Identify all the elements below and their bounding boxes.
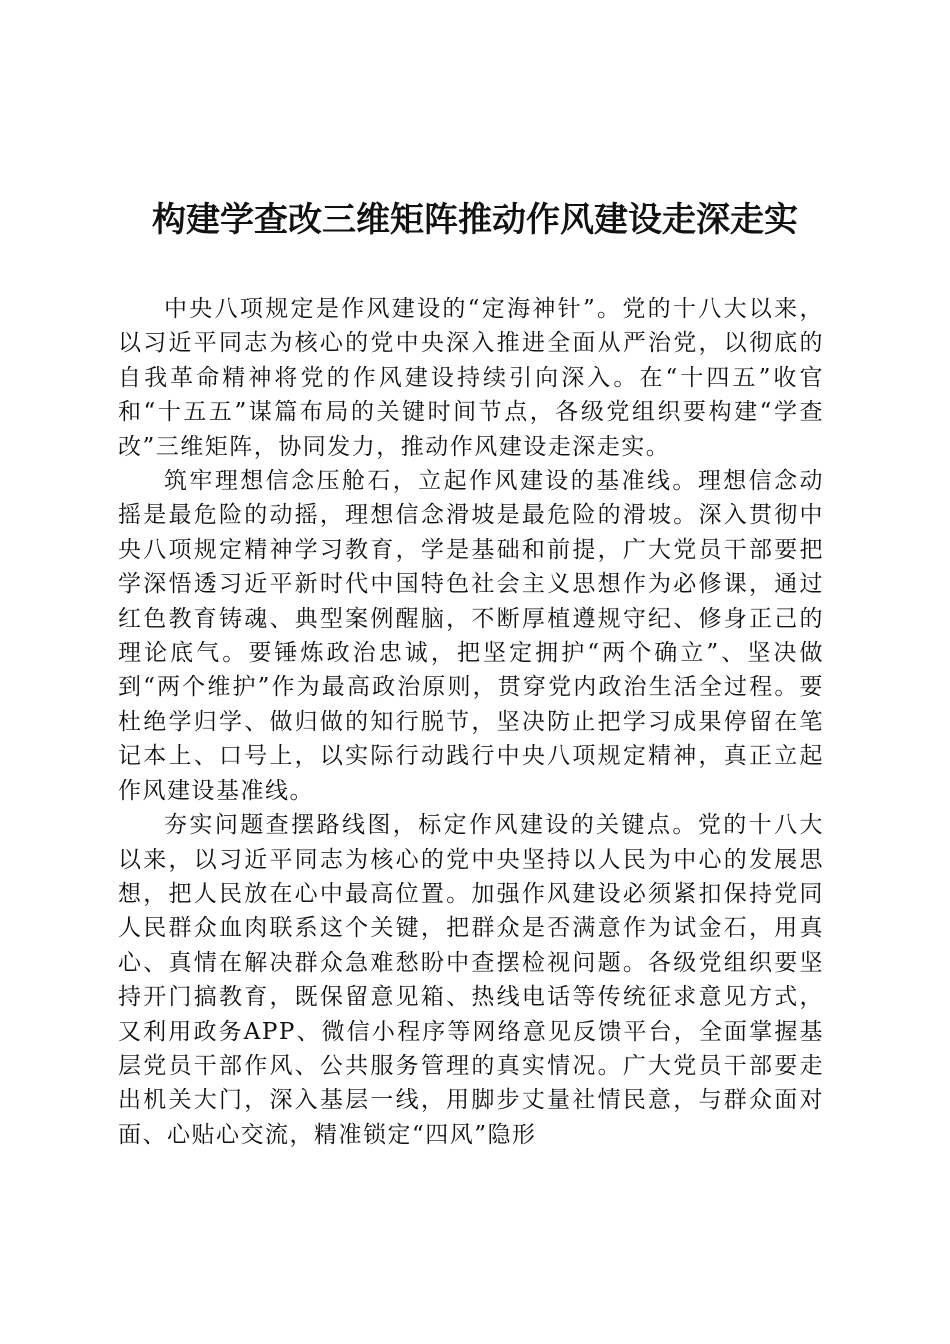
document-body: [118, 292, 824, 1152]
paragraph-ideals: 筑牢理想信念压舱石，立起作风建设的基准线。理想信念动摇是最危险的动摇，理想信念滑坡是最危险的滑坡。深入贯彻中央八项规定精神学习教育，学是基础和前提，广大党员干部要把学深悟透习近平新时代中国特色社会主义思想作为必修课，通过红色教育铸魂、典型案例醒脑，不断厚植遵规守纪、修身正己的理论底气。要锤炼政治忠诚，把坚定拥护“两个确立”、坚决做到“两个维护”作为最高政治原则，贯穿党内政治生活全过程。要杜绝学归学、做归做的知行脱节，坚决防止把学习成果停留在笔记本上、口号上，以实际行动践行中央八项规定精神，真正立起作风建设基准线。: [118, 468, 824, 804]
document-title: 构建学查改三维矩阵推动作风建设走深走实: [152, 200, 798, 240]
paragraph-intro: 中央八项规定是作风建设的“定海神针”。党的十八大以来，以习近平同志为核心的党中央深入推进全面从严治党，以彻底的自我革命精神将党的作风建设持续引向深入。在“十四五”收官和“十五五”谋篇布局的关键时间节点，各级党组织要构建“学查改”三维矩阵，协同发力，推动作风建设走深走实。: [118, 296, 824, 460]
paragraph-problems: 夯实问题查摆路线图，标定作风建设的关键点。党的十八大以来，以习近平同志为核心的党中央坚持以人民为中心的发展思想，把人民放在心中最高位置。加强作风建设必须紧扣保持党同人民群众血肉联系这个关键，把群众是否满意作为试金石，用真心、真情在解决群众急难愁盼中查摆检视问题。各级党组织要坚持开门搞教育，既保留意见箱、热线电话等传统征求意见方式，又利用政务APP、微信小程序等网络意见反馈平台，全面掌握基层党员干部作风、公共服务管理的真实情况。广大党员干部要走出机关大门，深入基层一线，用脚步丈量社情民意，与群众面对面、心贴心交流，精准锁定“四风”隐形: [118, 812, 824, 1148]
